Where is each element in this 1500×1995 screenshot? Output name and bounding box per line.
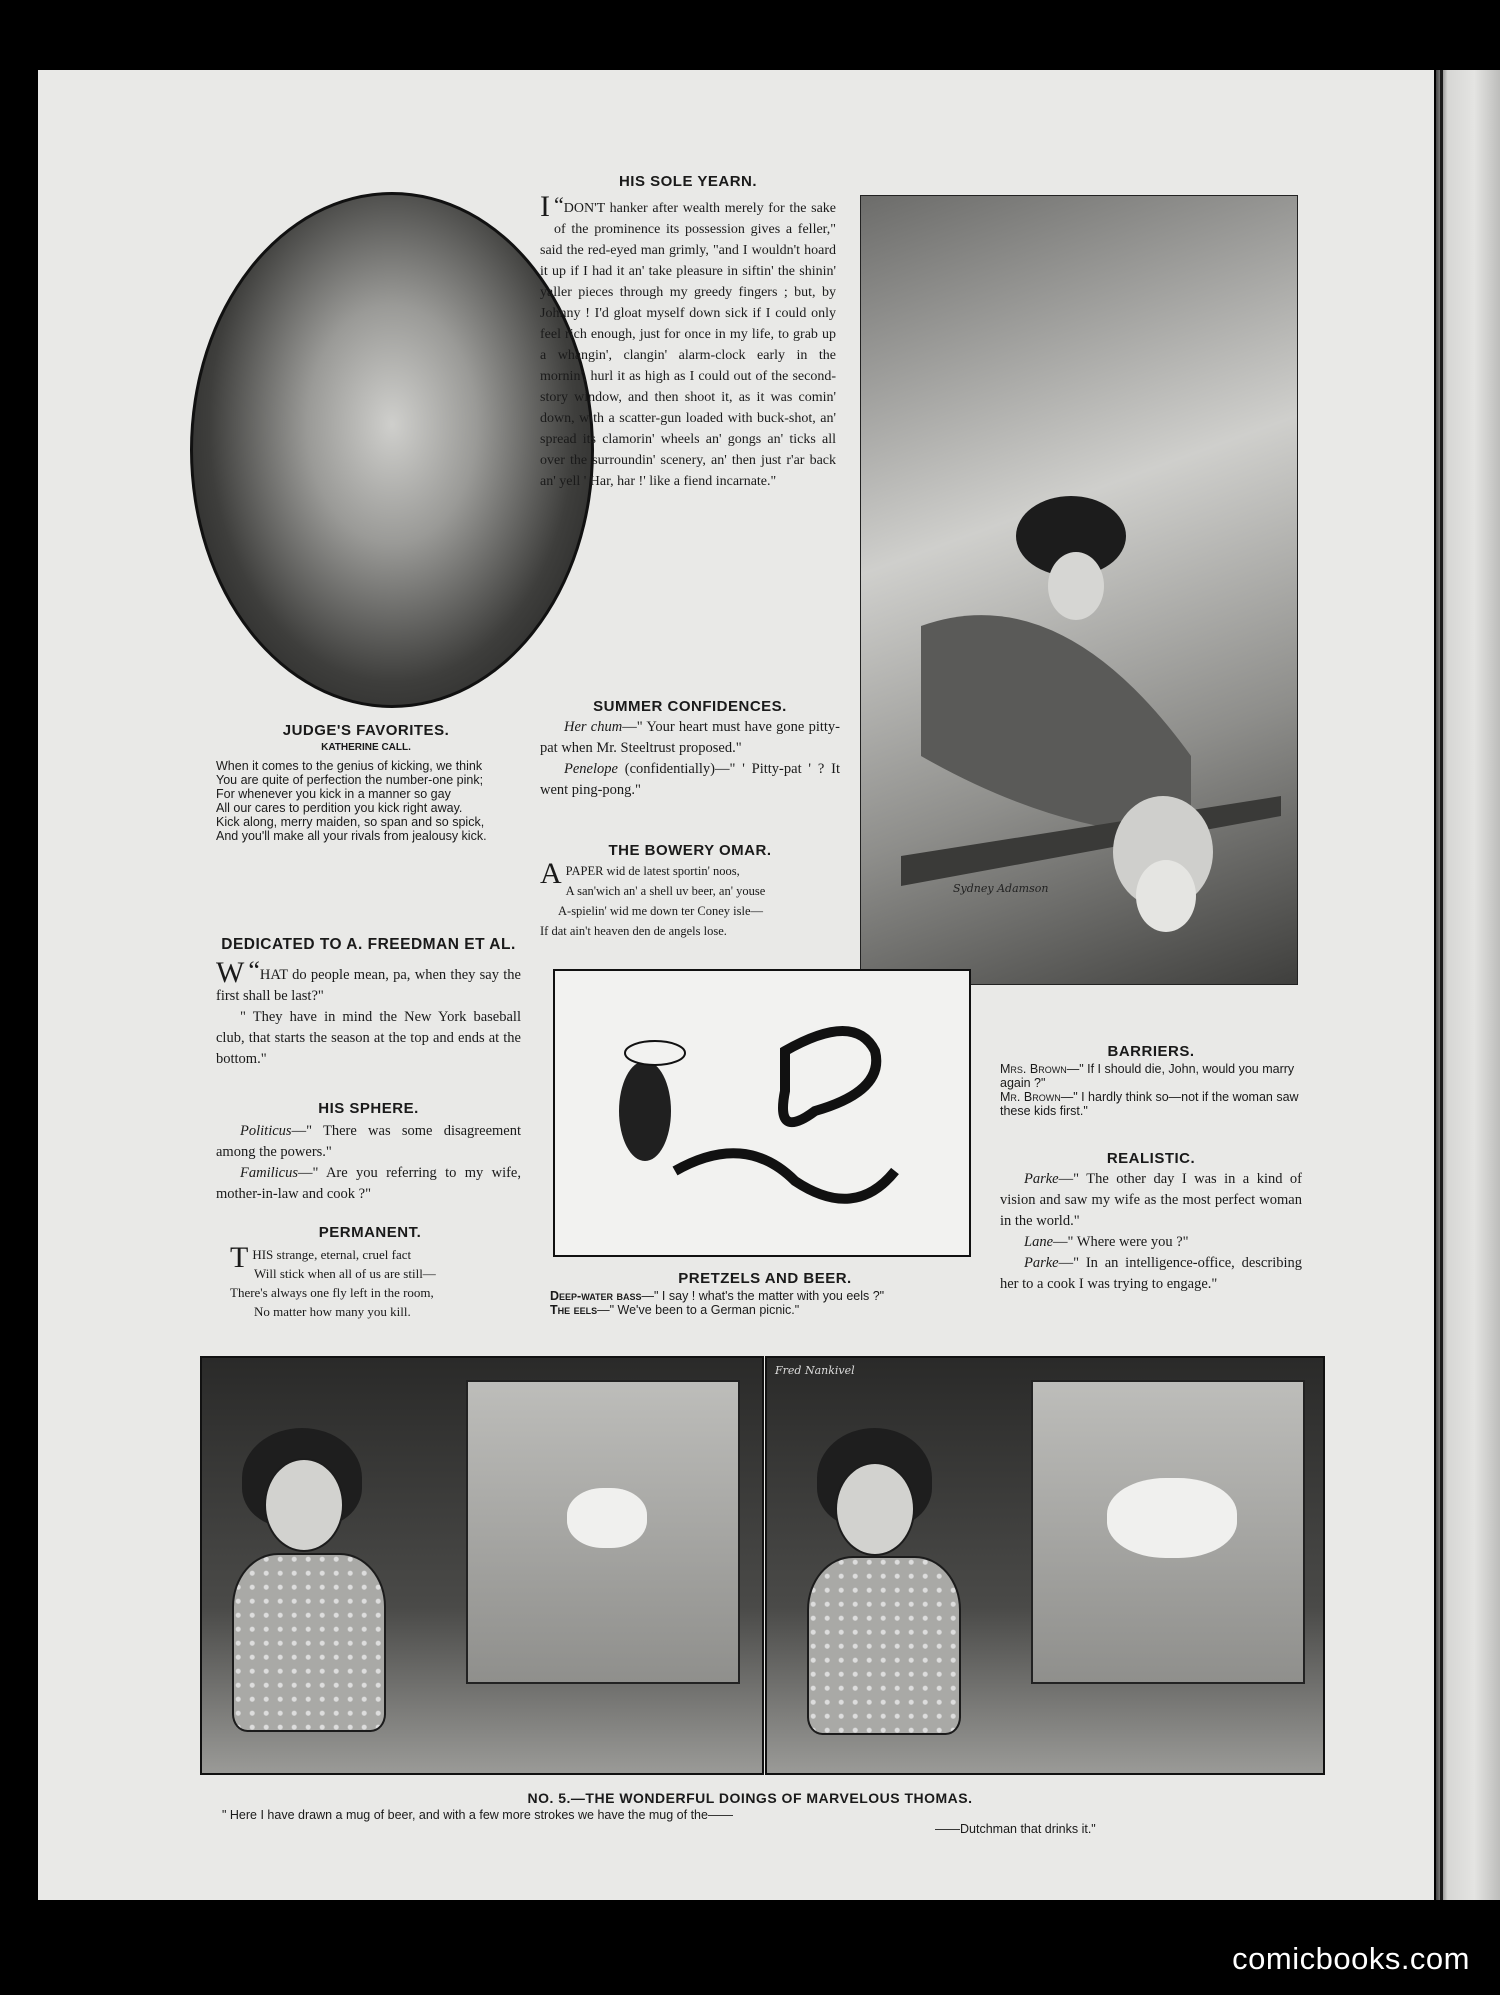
- line: —" Are you referring to my wife, mother-in-law and cook ?": [216, 1165, 521, 1202]
- line: —" Your heart must have gone pitty-pat when Mr. Steeltrust proposed.": [540, 719, 840, 756]
- summer-confidences-title: SUMMER CONFIDENCES.: [593, 698, 787, 715]
- marvelous-thomas-panel-2: [765, 1356, 1325, 1775]
- girl-face-shape: [1136, 860, 1196, 932]
- pretzels-line-2: [550, 1303, 980, 1317]
- binding-edge: [1436, 70, 1500, 1900]
- bowery-omar-title: THE BOWERY OMAR.: [608, 842, 772, 859]
- dedicated-section: [216, 936, 521, 1070]
- speaker: Politicus: [240, 1123, 292, 1139]
- boy-body: [232, 1553, 386, 1732]
- speaker: Parke: [1024, 1255, 1059, 1271]
- dropcap: A: [540, 857, 562, 890]
- artist-signature-nankivel: Fred Nankivel: [775, 1364, 855, 1377]
- speaker: Mr. Brown: [1000, 1090, 1061, 1104]
- poem-line: When it comes to the genius of kicking, we think: [216, 759, 483, 773]
- his-sole-yearn-text: “ I DON'T hanker after wealth merely for the sake of the prominence its possession gives a feller," said the red-eyed man grimly, "and I wouldn't hoard it up if I had it an' take pleasure in siftin' the shinin' yaller pieces through my greedy fingers ; but, by Johnny ! I'd gloat myself down sick if I could only feel rich enough, just for once in my life, to grab up a whangin', clangin' alarm-clock early in the mornin', hurl it as high as I could out of the second-story window, and then shoot it, as it was comin' down, with a scatter-gun loaded with buck-shot, an' spread its clamorin' wheels an' gongs an' ticks all over the surroundin' scenery, an' then just r'ar back an' yell ' Har, har !' like a fiend incarnate.": [540, 190, 836, 489]
- his-sphere-text: [216, 1121, 521, 1163]
- realistic-title: REALISTIC.: [1106, 1150, 1196, 1167]
- speaker: Deep-water bass: [550, 1289, 642, 1303]
- boy-face: [264, 1458, 344, 1552]
- realistic-text-3: [1000, 1253, 1302, 1295]
- poem-line: Kick along, merry maiden, so span and so spick,: [216, 815, 485, 829]
- poem-line: No matter how many you kill.: [254, 1304, 411, 1319]
- poem-line: PAPER wid de latest sportin' noos,: [565, 864, 740, 878]
- poem-line: All our cares to perdition you kick right away.: [216, 801, 463, 815]
- dutchman-moustache: [1107, 1478, 1237, 1558]
- bowery-omar-section: [540, 842, 840, 941]
- line: —" Where were you ?": [1053, 1234, 1189, 1250]
- illustration-sketch: [861, 196, 1297, 984]
- permanent-poem: [230, 1241, 510, 1321]
- judges-favorites-title: JUDGE'S FAVORITES.: [282, 722, 450, 739]
- dropcap: T: [230, 1241, 249, 1274]
- dedicated-text: “ W HAT do people mean, pa, when they say the first shall be last?" " They have in mind the New York baseball club, that starts the season at the top and ends at the bottom.": [216, 960, 521, 1070]
- garden-illustration: [860, 195, 1298, 985]
- line: —" The other day I was in a kind of vision and saw my wife as the most perfect woman in the world.": [1000, 1171, 1302, 1229]
- beer-foam: [567, 1488, 647, 1548]
- poem-line: HIS strange, eternal, cruel fact: [252, 1247, 412, 1262]
- artist-signature: Sydney Adamson: [953, 882, 1049, 895]
- dedicated-title: DEDICATED TO A. FREEDMAN ET AL.: [221, 936, 516, 953]
- realistic-section: [1000, 1150, 1302, 1295]
- line: —" I hardly think so—not if the woman saw these kids first.": [1000, 1090, 1299, 1118]
- marvelous-caption-right: ——Dutchman that drinks it.": [935, 1822, 1096, 1836]
- line: (confidentially)—" ' Pitty-pat ' ? It went ping-pong.": [540, 761, 840, 798]
- eel-pretzel-2: [675, 1153, 895, 1199]
- page-fold-line: [1440, 70, 1443, 1900]
- pretzels-caption: [550, 1270, 980, 1317]
- his-sphere-section: [216, 1100, 521, 1205]
- his-sole-yearn-section: [540, 173, 836, 492]
- boy-face-2: [835, 1462, 915, 1556]
- speaker: The eels: [550, 1303, 598, 1317]
- poem-line: And you'll make all your rivals from jealousy kick.: [216, 829, 487, 843]
- pretzels-title: PRETZELS AND BEER.: [678, 1270, 852, 1287]
- bass-hat: [625, 1041, 685, 1065]
- boy-body-2: [807, 1556, 961, 1735]
- dropcap: I: [540, 190, 550, 223]
- judges-favorites-poem: [216, 759, 516, 843]
- marvelous-caption-left: " Here I have drawn a mug of beer, and with a few more strokes we have the mug of the——: [222, 1808, 733, 1822]
- speaker: Mrs. Brown: [1000, 1062, 1067, 1076]
- pretzels-drawing: [555, 971, 969, 1255]
- barriers-title: BARRIERS.: [1107, 1043, 1195, 1060]
- portrait-katherine-call: [190, 192, 594, 708]
- speaker: Penelope: [564, 761, 618, 777]
- poem-line: You are quite of perfection the number-one pink;: [216, 773, 484, 787]
- marvelous-thomas-title: NO. 5.—THE WONDERFUL DOINGS OF MARVELOUS THOMAS.: [527, 1790, 973, 1806]
- speaker: Her chum: [564, 719, 623, 735]
- poem-line: If dat ain't heaven den de angels lose.: [540, 924, 727, 938]
- poem-line: Will stick when all of us are still—: [254, 1266, 436, 1281]
- line: —" If I should die, John, would you marry again ?": [1000, 1062, 1295, 1090]
- speaker: Lane: [1024, 1234, 1053, 1250]
- bowery-omar-poem: [540, 857, 840, 941]
- yearn-text: DON'T hanker after wealth merely for the sake of the prominence its possession gives a feller," said the red-eyed man grimly, "and I wouldn't hoard it up if I had it an' take pleasure in siftin' the shinin' yaller pieces through my greedy fingers ; but, by Johnny ! I'd gloat myself down sick if I could only feel rich enough, just for once in my life, to grab up a whangin', clangin' alarm-clock early in the mornin', hurl it as high as I could out of the second-story window, and then shoot it, as it was comin' down, with a scatter-gun loaded with buck-shot, an' spread its clamorin' wheels an' gongs an' ticks all over the surroundin' scenery, an' then just r'ar back an' yell ' Har, har !' like a fiend incarnate.": [540, 201, 836, 489]
- face-shape: [1048, 552, 1104, 620]
- line: —" There was some disagreement among the powers.": [216, 1123, 521, 1160]
- pretzels-cartoon: [553, 969, 971, 1257]
- speaker: Parke: [1024, 1171, 1059, 1187]
- poem-line: For whenever you kick in a manner so gay: [216, 787, 451, 801]
- his-sphere-title: HIS SPHERE.: [318, 1100, 419, 1117]
- his-sphere-text-2: [216, 1163, 521, 1205]
- judges-favorites-name: KATHERINE CALL.: [321, 742, 411, 753]
- eel-pretzel-1: [783, 1031, 876, 1122]
- speaker: Familicus: [240, 1165, 298, 1181]
- poem-line: There's always one fly left in the room,: [230, 1285, 434, 1300]
- summer-confidences-section: [540, 698, 840, 801]
- his-sole-yearn-title: HIS SOLE YEARN.: [618, 173, 758, 190]
- summer-text-2: [540, 759, 840, 801]
- site-watermark: comicbooks.com: [1232, 1941, 1470, 1976]
- dedicated-p2: " They have in mind the New York baseball club, that starts the season at the top and ends at the bottom.": [216, 1009, 521, 1067]
- pretzels-line-1: [550, 1289, 980, 1303]
- realistic-text-1: [1000, 1169, 1302, 1232]
- permanent-title: PERMANENT.: [318, 1224, 422, 1241]
- marvelous-thomas-panel-1: [200, 1356, 764, 1775]
- permanent-section: [230, 1224, 510, 1321]
- realistic-text-2: [1000, 1232, 1302, 1253]
- poem-line: A san'wich an' a shell uv beer, an' youse: [565, 884, 766, 898]
- poem-line: A-spielin' wid me down ter Coney isle—: [558, 904, 763, 918]
- barriers-line-1: [1000, 1062, 1302, 1090]
- line: —" We've been to a German picnic.": [597, 1303, 800, 1317]
- line: —" I say ! what's the matter with you eels ?": [641, 1289, 885, 1303]
- barriers-section: [1000, 1043, 1302, 1118]
- dedicated-p1: HAT do people mean, pa, when they say the first shall be last?": [216, 967, 521, 1004]
- dropcap: W: [216, 956, 245, 989]
- summer-text-1: [540, 717, 840, 759]
- bass-body: [619, 1061, 671, 1161]
- judges-favorites-section: [216, 722, 516, 843]
- barriers-line-2: [1000, 1090, 1302, 1118]
- line: —" In an intelligence-office, describing her to a cook I was trying to engage.": [1000, 1255, 1302, 1292]
